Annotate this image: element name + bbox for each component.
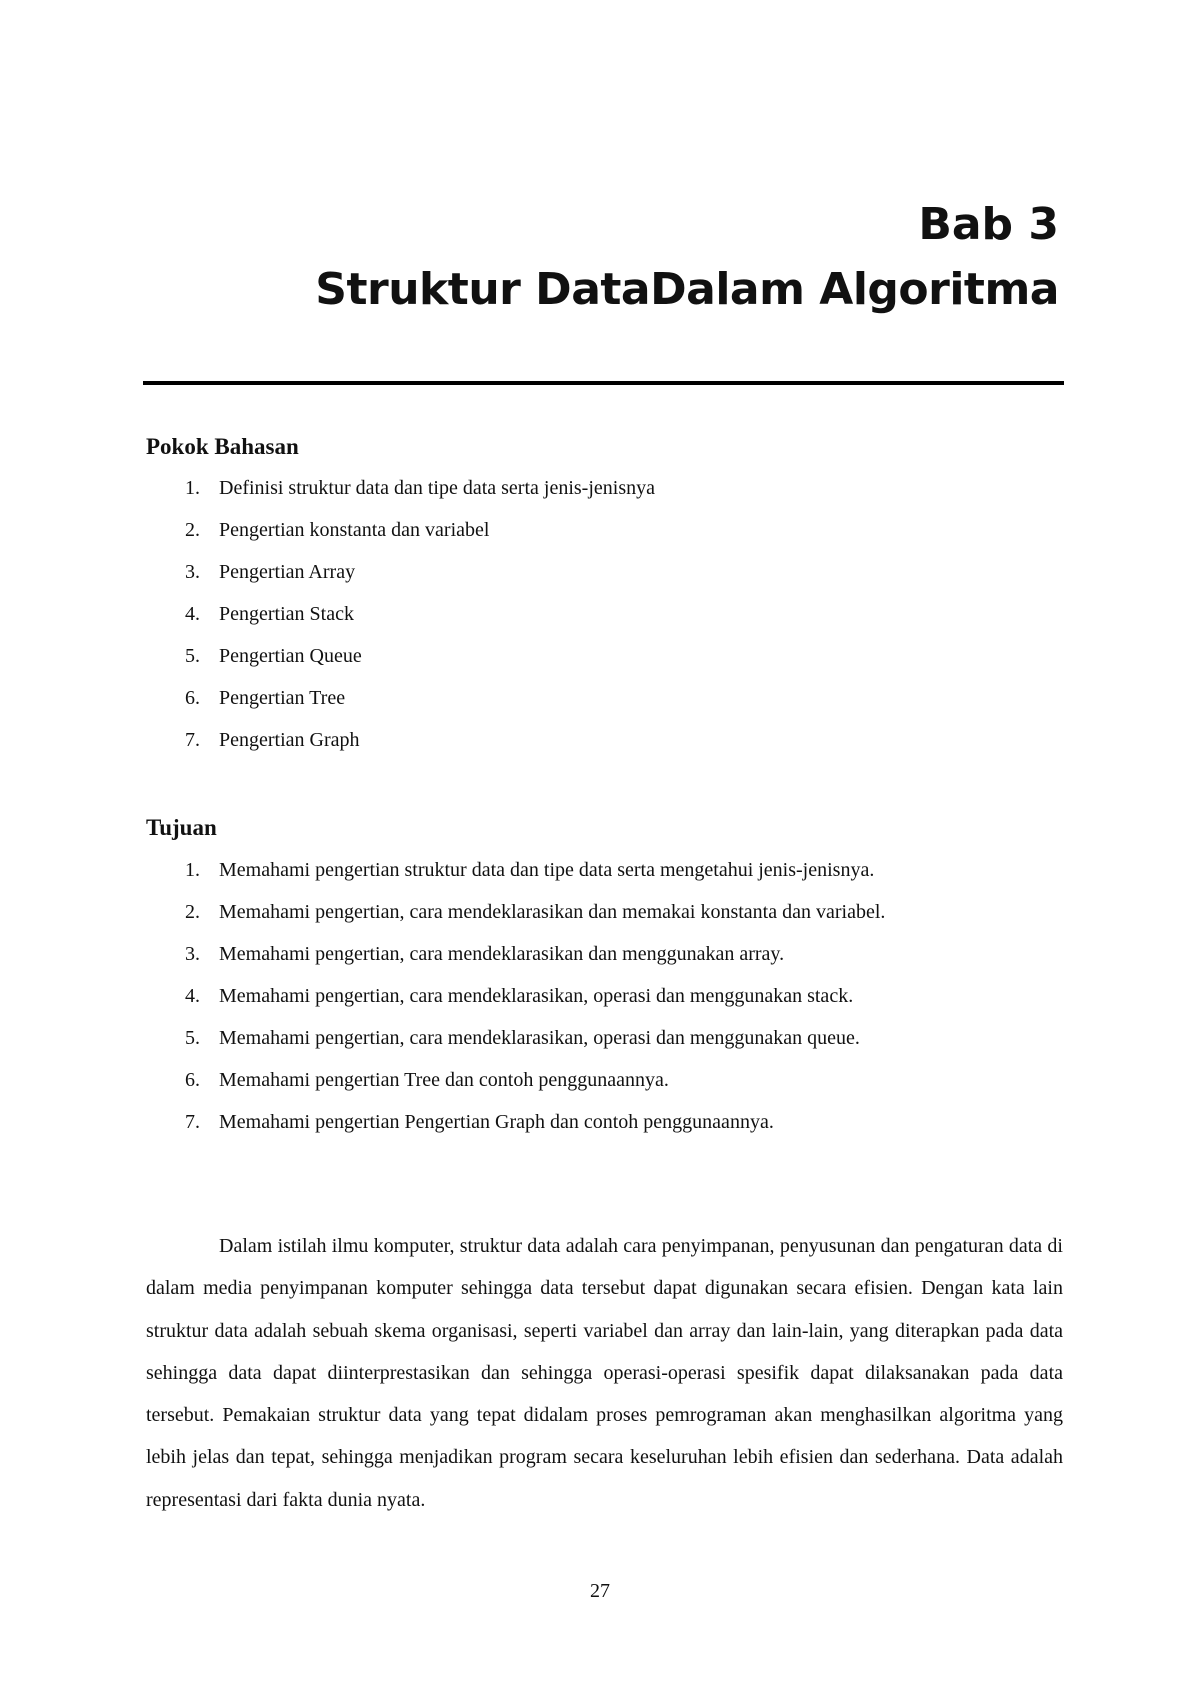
goals-heading: Tujuan — [146, 815, 217, 840]
item-text: Pengertian Queue — [219, 645, 362, 667]
item-text: Memahami pengertian, cara mendeklarasikan, operasi dan menggunakan stack. — [219, 985, 854, 1007]
item-text: Pengertian Graph — [219, 729, 360, 751]
item-number: 7. — [185, 1111, 200, 1133]
item-text: Memahami pengertian Tree dan contoh penggunaannya. — [219, 1069, 669, 1091]
chapter-number: Bab 3 — [918, 199, 1059, 250]
item-text: Pengertian Stack — [219, 603, 354, 625]
item-text: Memahami pengertian Pengertian Graph dan contoh penggunaannya. — [219, 1111, 774, 1133]
item-text: Memahami pengertian, cara mendeklarasikan, operasi dan menggunakan queue. — [219, 1027, 860, 1049]
item-number: 6. — [185, 687, 200, 709]
item-number: 2. — [185, 519, 200, 541]
title-divider — [143, 381, 1064, 385]
item-number: 2. — [185, 901, 200, 923]
body-paragraph: Dalam istilah ilmu komputer, struktur data adalah cara penyimpanan, penyusunan dan pengaturan data di dalam media penyimpanan komputer sehingga data tersebut dapat digunakan secara efisien. Dengan kata lain struktur data adalah sebuah skema organisasi, seperti variabel dan array dan lain-lain, yang diterapkan pada data sehingga data dapat diinterprestasikan dan sehingga operasi-operasi spesifik dapat dilaksanakan pada data tersebut. Pemakaian struktur data yang tepat didalam proses pemrograman akan menghasilkan algoritma yang lebih jelas dan tepat, sehingga menjadikan program secara keseluruhan lebih efisien dan sederhana. Data adalah representasi dari fakta dunia nyata. — [146, 1235, 1063, 1511]
item-text: Pengertian Array — [219, 561, 356, 583]
item-number: 4. — [185, 985, 200, 1007]
item-text: Memahami pengertian, cara mendeklarasikan dan menggunakan array. — [219, 943, 785, 965]
topics-heading: Pokok Bahasan — [146, 434, 299, 459]
item-text: Pengertian konstanta dan variabel — [219, 519, 490, 541]
page-number: 27 — [590, 1580, 610, 1602]
item-number: 3. — [185, 943, 200, 965]
item-text: Memahami pengertian struktur data dan tipe data serta mengetahui jenis-jenisnya. — [219, 859, 875, 881]
item-number: 5. — [185, 645, 200, 667]
item-text: Memahami pengertian, cara mendeklarasikan dan memakai konstanta dan variabel. — [219, 901, 886, 923]
item-text: Definisi struktur data dan tipe data serta jenis-jenisnya — [219, 477, 655, 499]
item-text: Pengertian Tree — [219, 687, 346, 709]
item-number: 7. — [185, 729, 200, 751]
item-number: 1. — [185, 859, 200, 881]
item-number: 3. — [185, 561, 200, 583]
item-number: 6. — [185, 1069, 200, 1091]
item-number: 5. — [185, 1027, 200, 1049]
item-number: 4. — [185, 603, 200, 625]
chapter-title: Struktur DataDalam Algoritma — [315, 264, 1059, 315]
item-number: 1. — [185, 477, 200, 499]
